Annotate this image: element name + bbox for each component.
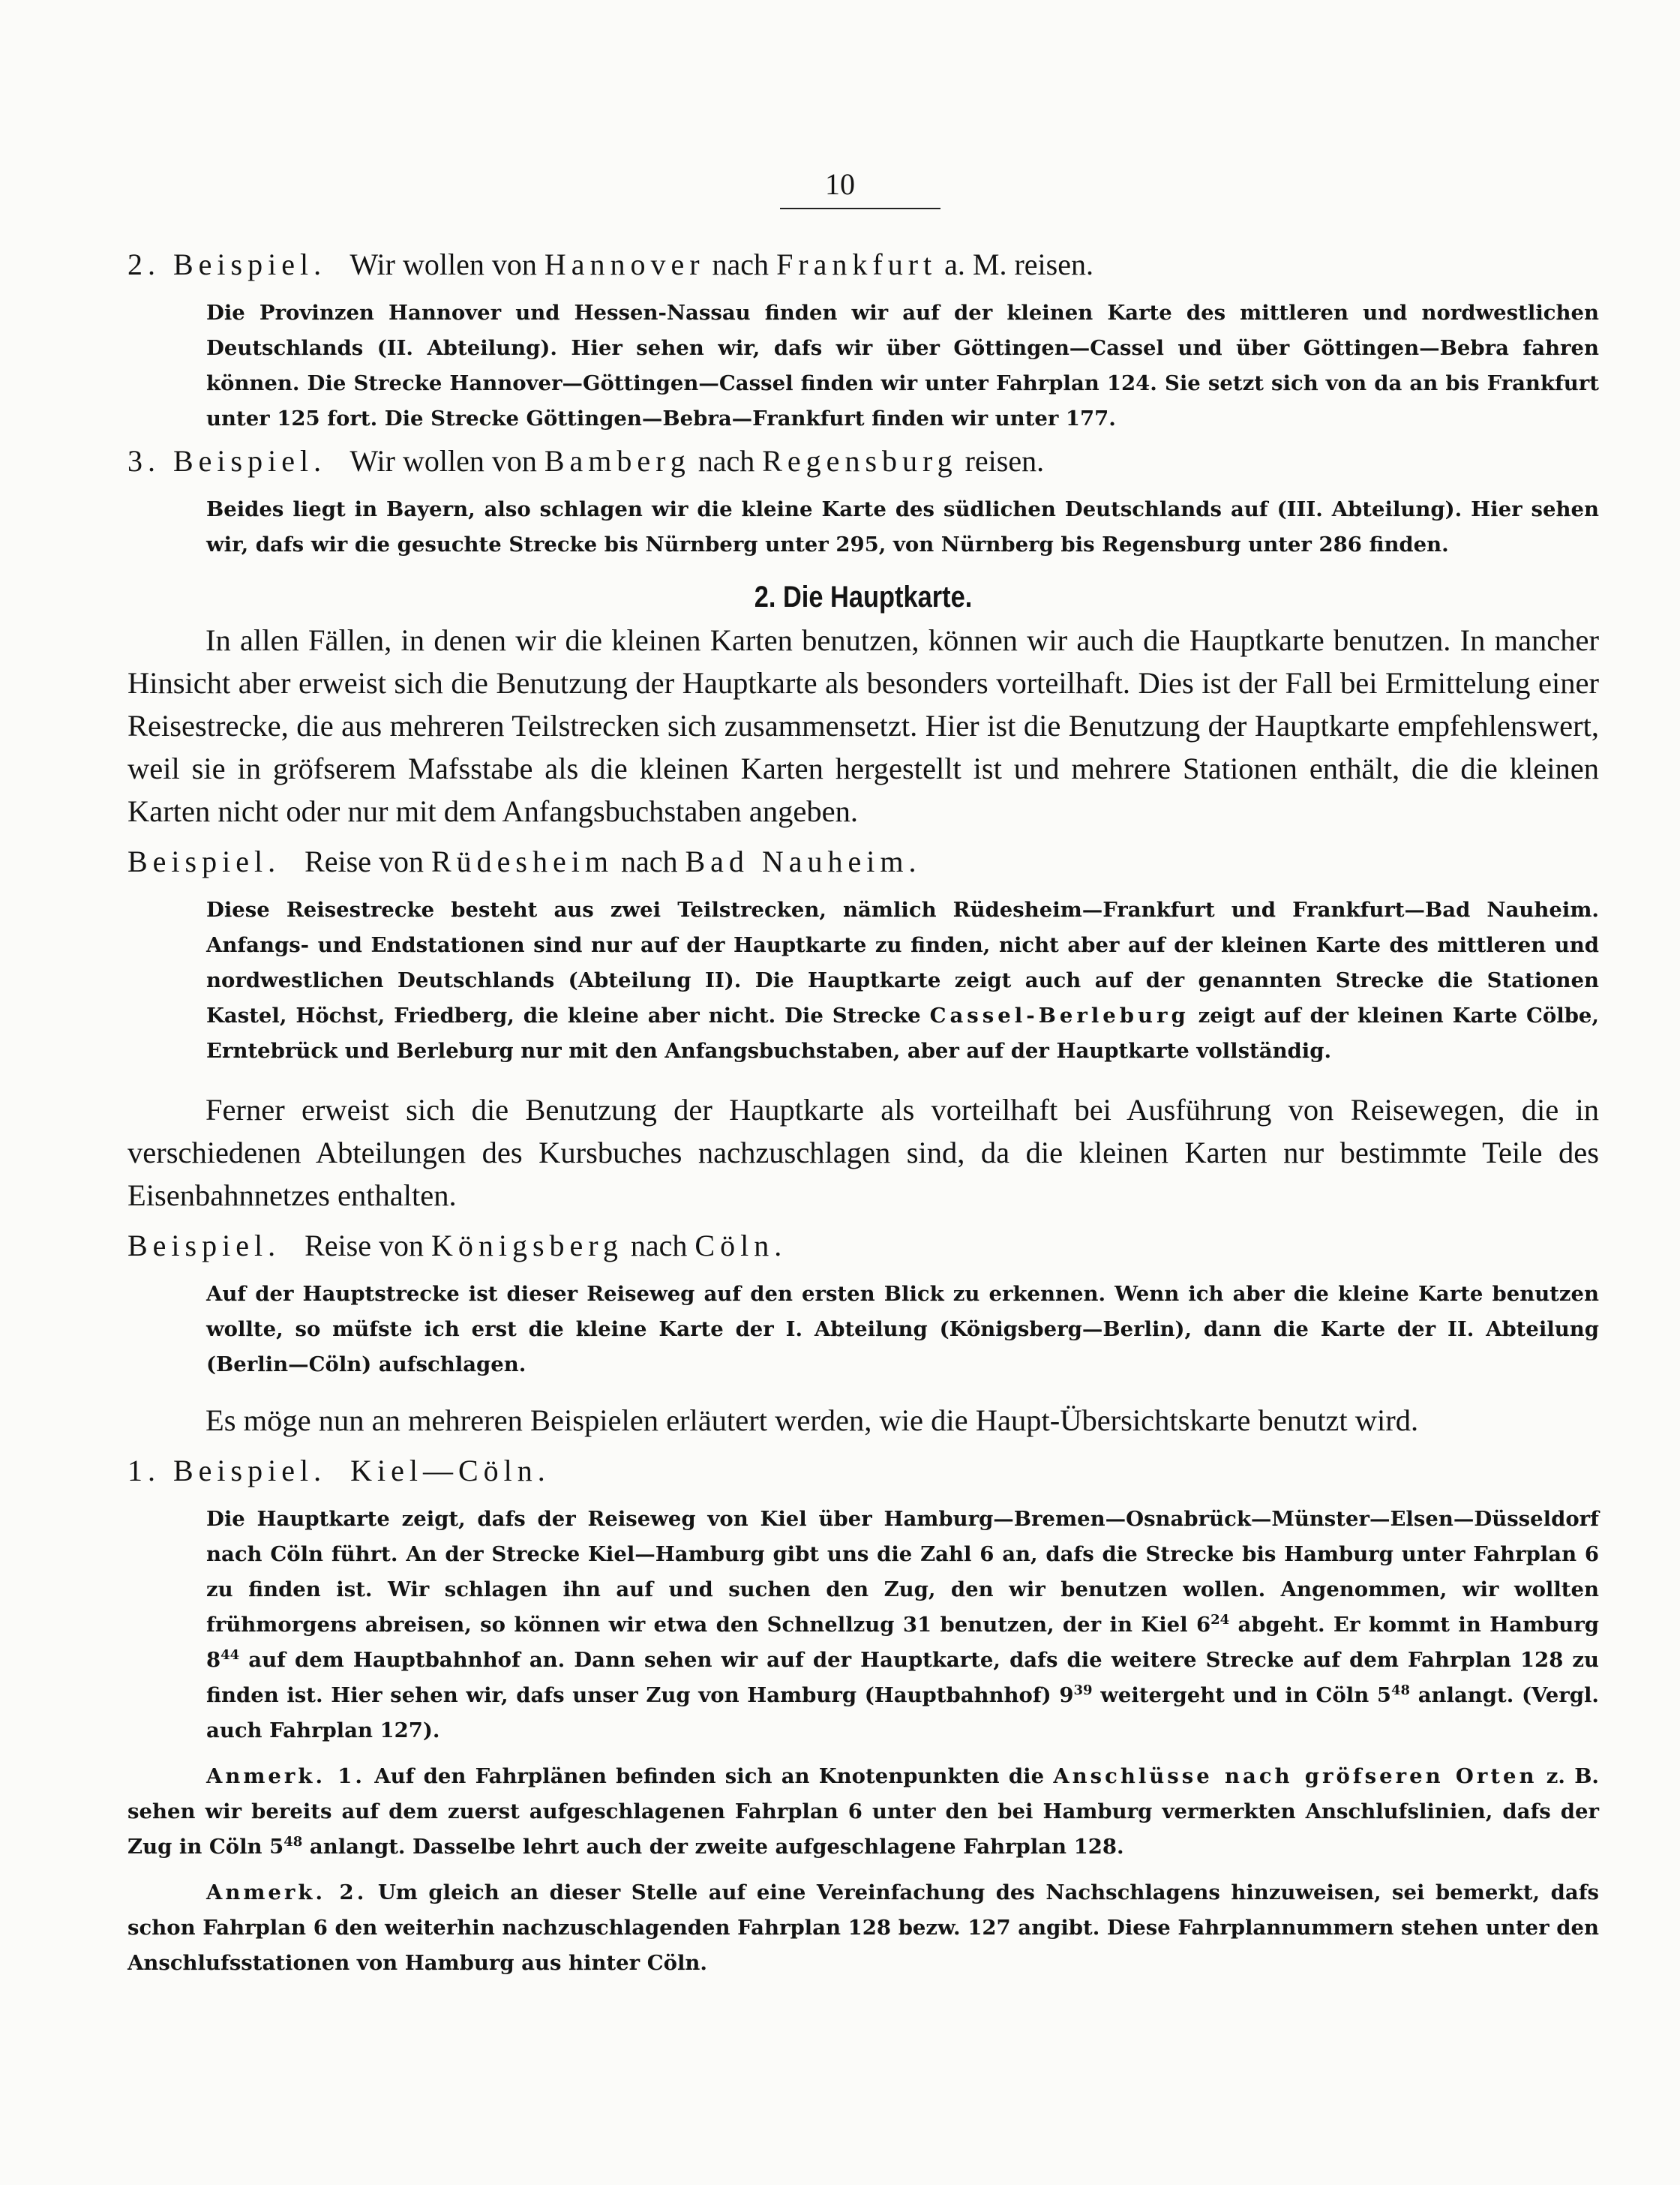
city-name: Königsberg (430, 1229, 623, 1262)
example-label: Beispiel. (128, 845, 281, 878)
example-1 (128, 1451, 1599, 1748)
example-2 (128, 245, 1599, 437)
route-name: Cassel-Berleburg (929, 1004, 1190, 1028)
example-3 (128, 441, 1599, 563)
heading-text: Wir wollen von (350, 248, 537, 281)
example-2-heading (128, 245, 1599, 285)
time-superscript: 39 (1073, 1682, 1093, 1698)
note-text-part: anlangt. Dasselbe lehrt auch der zweite aufgeschlagene Fahrplan 128. (302, 1835, 1124, 1859)
paragraph-text: Es möge nun an mehreren Beispielen erläutert werden, wie die Haupt-Übersichtskarte benutzt wird. (206, 1403, 1419, 1437)
paragraph-es-moege (128, 1399, 1599, 1442)
time-superscript: 24 (1210, 1611, 1230, 1628)
body-text: Die Provinzen Hannover und Hessen-Nassau finden wir auf der kleinen Karte des mittleren und nordwestlichen Deutschlands (II. Abteilung). Hier sehen wir, dafs wir über Göttingen—Cassel und über Göttingen—Bebra fahren können. Die Strecke Hannover—Göttingen—Cassel finden wir unter Fahrplan 124. Sie setzt sich von da an bis Frankfurt unter 125 fort. Die Strecke Göttingen—Bebra—Frankfurt finden wir unter 177. (206, 301, 1599, 431)
heading-text: nach (630, 1229, 688, 1262)
example-koenigsberg-body (206, 1277, 1599, 1382)
paragraph-text: Ferner erweist sich die Benutzung der Hauptkarte als vorteilhaft bei Ausführung von Reisewegen, die in verschiedenen Abteilungen des Kursbuches nachzuschlagen sind, da die kleinen Karten nur bestimmte Teile des Eisenbahnnetzes enthalten. (128, 1093, 1599, 1212)
example-ruedesheim-body (206, 893, 1599, 1069)
note-2-body (128, 1875, 1599, 1981)
example-1-body (206, 1502, 1599, 1748)
body-text-part: auf dem Hauptbahnhof an. Dann sehen wir auf der Hauptkarte, dafs die weitere Strecke auf dem Fahrplan 128 zu finden ist. Hier sehen wir, dafs unser Zug von Hamburg (Hauptbahnhof) 9 (206, 1648, 1599, 1707)
example-ruedesheim (128, 842, 1599, 1069)
section-title: 2. Die Hauptkarte. (754, 581, 973, 614)
body-text (206, 1502, 1599, 1748)
example-3-body (206, 492, 1599, 563)
example-1-heading (128, 1451, 1599, 1491)
section-hauptkarte (128, 581, 1599, 833)
city-name: Frankfurt (776, 248, 938, 281)
heading-text: Wir wollen von (350, 444, 537, 478)
note-text (128, 1875, 1599, 1981)
city-name: Bamberg (544, 444, 691, 478)
example-koenigsberg (128, 1226, 1599, 1382)
city-name: Regensburg (762, 444, 958, 478)
heading-text: nach (698, 444, 755, 478)
city-name: Cöln. (694, 1229, 788, 1262)
body-text (206, 893, 1599, 1069)
note-1 (128, 1759, 1599, 1865)
heading-text: nach (620, 845, 678, 878)
city-name: Bad Nauheim. (685, 845, 922, 878)
example-3-heading (128, 441, 1599, 482)
page-number: 10 (825, 167, 855, 201)
note-1-body (128, 1759, 1599, 1865)
section-paragraph: In allen Fällen, in denen wir die kleinen Karten benutzen, können wir auch die Hauptkarte benutzen. In mancher Hinsicht aber erweist sich die Benutzung der Hauptkarte als besonders vorteilhaft. Dies ist der Fall bei Ermittelung einer Reisestrecke, die aus mehreren Teilstrecken sich zusammensetzt. Hier ist die Benutzung der Hauptkarte empfehlenswert, weil sie in gröfserem Mafsstabe als die kleinen Karten hergestellt ist und mehrere Stationen enthält, die die kleinen Karten nicht oder nur mit dem Anfangsbuchstaben angeben. (128, 623, 1599, 828)
note-text-part: Auf den Fahrplänen befinden sich an Knotenpunkten die (374, 1764, 1045, 1788)
example-label: 1. Beispiel. (128, 1454, 327, 1487)
note-emphasis: Anschlüsse nach gröfseren Orten (1053, 1764, 1538, 1788)
time-superscript: 48 (1391, 1682, 1411, 1698)
heading-text: reisen. (964, 444, 1045, 478)
body-text-part: Diese Reisestrecke besteht aus zwei Teilstrecken, nämlich Rüdesheim—Frankfurt und Frankfurt—Bad Nauheim. Anfangs- und Endstationen sind nur auf der Hauptkarte zu finden, nicht aber auf der kleinen Karte des mittleren und nordwestlichen Deutschlands (Abteilung II). Die Hauptkarte zeigt auch auf der genannten Strecke die Stationen Kastel, Höchst, Friedberg, die kleine aber nicht. Die Strecke (206, 898, 1599, 1028)
note-text (128, 1759, 1599, 1865)
body-text: Auf der Hauptstrecke ist dieser Reiseweg auf den ersten Blick zu erkennen. Wenn ich aber die kleine Karte benutzen wollte, so müfste ich erst die kleine Karte der I. Abteilung (Königsberg—Berlin), dann die Karte der II. Abteilung (Berlin—Cöln) aufschlagen. (206, 1282, 1599, 1376)
body-text-part: Die Hauptkarte zeigt, dafs der Reiseweg von Kiel über Hamburg—Bremen—Osnabrück—Münster—Elsen—Düsseldorf nach Cöln führt. An der Strecke Kiel—Hamburg gibt uns die Zahl 6 an, dafs die Strecke bis Hamburg unter Fahrplan 6 zu finden ist. Wir schlagen ihn auf und suchen den Zug, den wir benutzen wollen. Angenommen, wir wollten frühmorgens abreisen, so können wir etwa den Schnellzug 31 benutzen, der in Kiel 6 (206, 1507, 1599, 1637)
route-name: Kiel—Cöln. (350, 1454, 550, 1487)
heading-text: Reise von (304, 1229, 424, 1262)
heading-text: nach (712, 248, 770, 281)
note-text-part: Um gleich an dieser Stelle auf eine Vereinfachung des Nachschlagens hinzuweisen, sei bemerkt, dafs schon Fahrplan 6 den weiterhin nachzuschlagenden Fahrplan 128 bezw. 127 angibt. Diese Fahrplannummern stehen unter den Anschlufsstationen von Hamburg aus hinter Cöln. (128, 1880, 1600, 1975)
city-name: Hannover (544, 248, 705, 281)
time-superscript: 48 (284, 1833, 303, 1850)
city-name: Rüdesheim (430, 845, 614, 878)
example-2-body (206, 296, 1599, 437)
page-content (128, 245, 1599, 1994)
heading-text: a. M. reisen. (944, 248, 1094, 281)
note-label: Anmerk. 2. (206, 1880, 368, 1904)
time-superscript: 44 (220, 1646, 240, 1663)
example-koenigsberg-heading (128, 1226, 1599, 1266)
heading-text: Reise von (304, 845, 424, 878)
body-text-part: abgeht. Er kommt in Hamburg 8 (206, 1613, 1600, 1672)
note-label: Anmerk. 1. (206, 1764, 365, 1788)
note-text-part: z. B. sehen wir bereits auf dem zuerst aufgeschlagenen Fahrplan 6 unter den bei Hamburg vermerkten Anschlufslinien, dafs der Zug in Cöln 5 (128, 1764, 1600, 1859)
page-number-rule (780, 208, 940, 209)
paragraph-ferner (128, 1088, 1599, 1217)
example-label: Beispiel. (128, 1229, 281, 1262)
body-text-part: anlangt. (Vergl. auch Fahrplan 127). (206, 1683, 1599, 1742)
example-label: 2. Beispiel. (128, 248, 327, 281)
example-ruedesheim-heading (128, 842, 1599, 882)
example-label: 3. Beispiel. (128, 444, 327, 478)
body-text: Beides liegt in Bayern, also schlagen wir die kleine Karte des südlichen Deutschlands auf (III. Abteilung). Hier sehen wir, dafs wir die gesuchte Strecke bis Nürnberg unter 295, von Nürnberg bis Regensburg unter 286 finden. (206, 497, 1599, 557)
note-2 (128, 1875, 1599, 1981)
body-text-part: zeigt auf der kleinen Karte Cölbe, Erntebrück und Berleburg nur mit den Anfangsbuchstaben, aber auf der Hauptkarte vollständig. (206, 1004, 1599, 1063)
body-text-part: weitergeht und in Cöln 5 (1092, 1683, 1391, 1707)
